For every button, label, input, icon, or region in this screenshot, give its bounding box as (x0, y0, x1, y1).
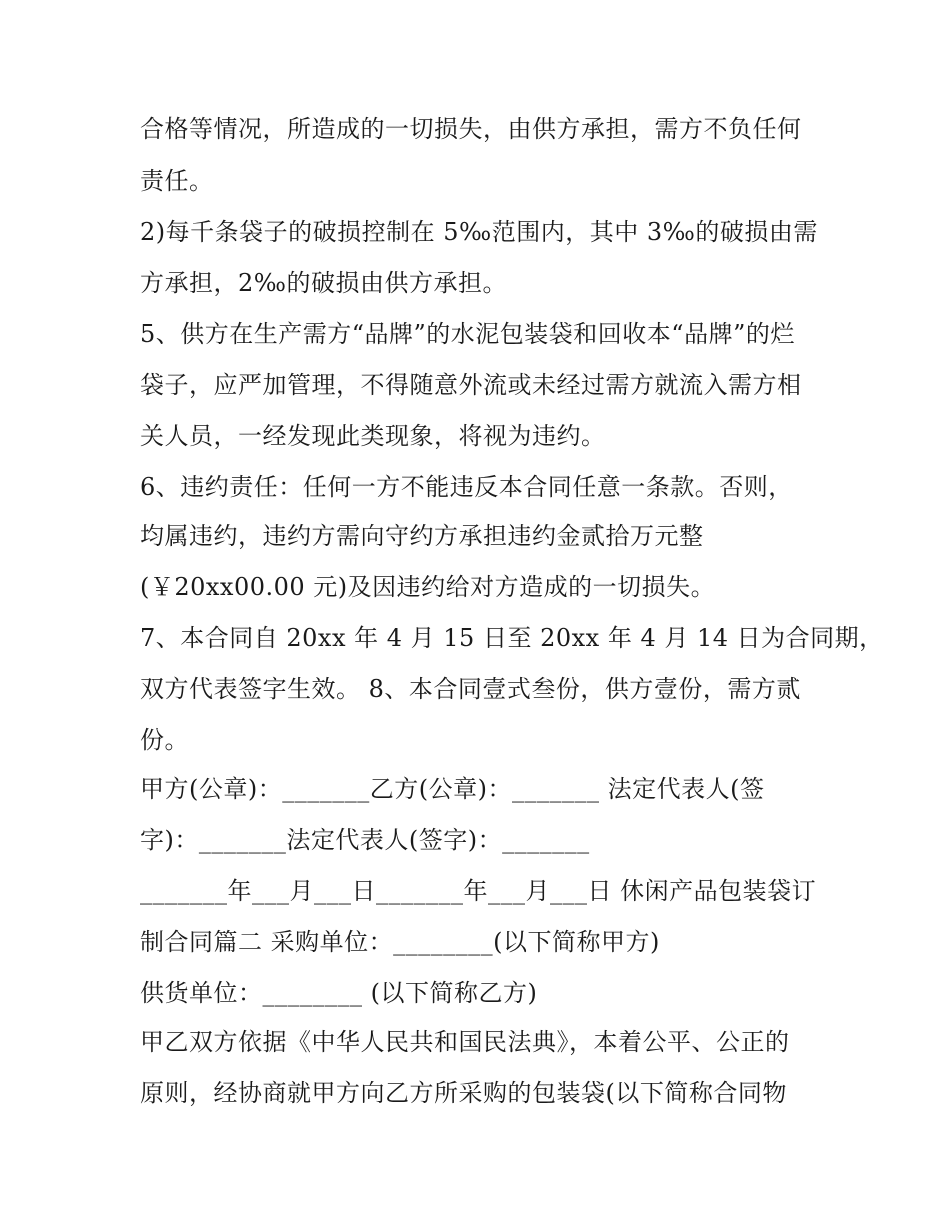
text-line: 5、供方在生产需方“品牌”的水泥包装袋和回收本“品牌”的烂 (140, 320, 795, 348)
text-line: (￥20xx00.00 元)及因违约给对方造成的一切损失。 (140, 573, 716, 601)
text-line: 甲乙双方依据《中华人民共和国民法典》，本着公平、公正的 (140, 1028, 790, 1056)
text-line: 6、违约责任：任何一方不能违反本合同任意一条款。否则， (140, 473, 793, 501)
text-line: 关人员，一经发现此类现象，将视为违约。 (140, 422, 606, 450)
text-line: 方承担，2‰的破损由供方承担。 (140, 269, 507, 297)
text-line: 均属违约，违约方需向守约方承担违约金贰拾万元整 (140, 522, 704, 550)
text-line: 制合同篇二 采购单位：________(以下简称甲方) (140, 928, 660, 956)
text-line: 字)：_______法定代表人(签字)：_______ (140, 826, 590, 854)
text-line: 双方代表签字生效。 8、本合同壹式叁份，供方壹份，需方贰 (140, 675, 801, 703)
text-line: 原则，经协商就甲方向乙方所采购的包装袋(以下简称合同物 (140, 1079, 787, 1107)
text-line: 份。 (140, 726, 189, 754)
text-line: _______年___月___日_______年___月___日 休闲产品包装袋订 (140, 877, 817, 905)
text-line: 责任。 (140, 167, 214, 195)
text-line: 2)每千条袋子的破损控制在 5‰范围内，其中 3‰的破损由需 (140, 218, 818, 246)
text-line: 7、本合同自 20xx 年 4 月 15 日至 20xx 年 4 月 14 日为合同期， (140, 624, 884, 652)
text-line: 合格等情况，所造成的一切损失，由供方承担，需方不负任何 (140, 115, 802, 143)
text-line: 袋子，应严加管理，不得随意外流或未经过需方就流入需方相 (140, 371, 802, 399)
text-line: 甲方(公章)：_______乙方(公章)：_______ 法定代表人(签 (140, 775, 765, 803)
text-line: 供货单位：________ (以下简称乙方) (140, 979, 538, 1007)
